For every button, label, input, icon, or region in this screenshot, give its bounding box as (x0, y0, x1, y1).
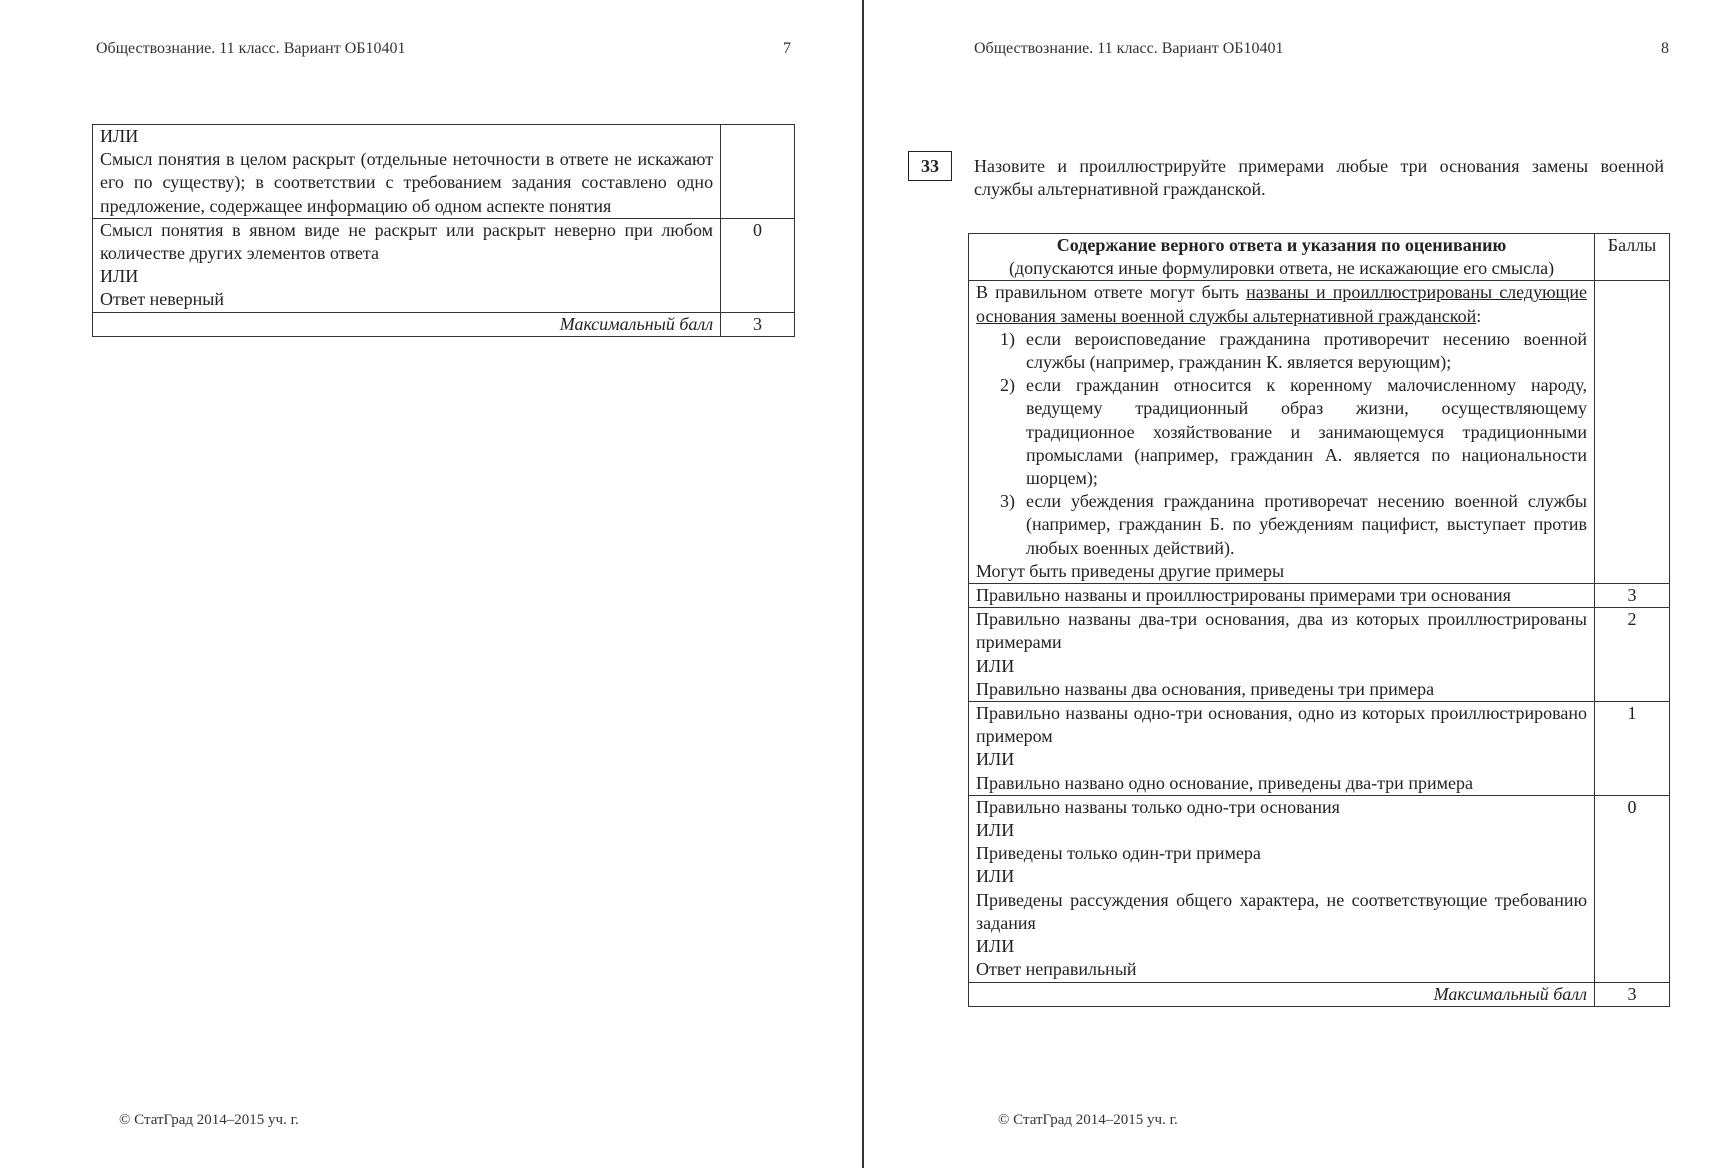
table-row (969, 702, 1670, 796)
table-header-points: Баллы (1595, 234, 1670, 281)
criterion-line: Правильно названы одно-три основания, одно из которых проиллюстрировано примером (976, 703, 1588, 747)
max-score-label: Максимальный балл (969, 982, 1595, 1006)
answer-intro-underlined: названы и проиллюстрированы следующие основания замены военной службы альтернативной гражданской (976, 282, 1588, 326)
criterion-text (969, 702, 1595, 796)
item-number: 3) (1000, 491, 1015, 512)
criterion-line: Ответ неправильный (976, 959, 1137, 980)
criterion-line: Правильно названы только одно-три основания (976, 796, 1340, 817)
criterion-score: 0 (721, 218, 795, 312)
answer-intro (976, 281, 1587, 327)
criterion-line: Правильно названо одно основание, приведены два-три примера (976, 772, 1473, 793)
criterion-line: ИЛИ (976, 749, 1015, 770)
max-score-value: 3 (721, 312, 795, 336)
criterion-line: ИЛИ (100, 126, 139, 146)
criterion-line: ИЛИ (976, 820, 1015, 841)
criterion-line: ИЛИ (100, 266, 139, 287)
criterion-line: Смысл понятия в явном виде не раскрыт или раскрыт неверно при любом количестве других элементов ответа (100, 219, 714, 264)
criterion-text (969, 795, 1595, 982)
left-criteria-table (92, 124, 795, 337)
criterion-line: Правильно названы два основания, приведены три примера (976, 678, 1435, 699)
criterion-line: Ответ неверный (100, 289, 224, 310)
criterion-score: 2 (1595, 608, 1670, 702)
right-page-footer: © СтатГрад 2014–2015 уч. г. (998, 1112, 1178, 1128)
criterion-text (93, 218, 721, 312)
table-header-content (969, 234, 1595, 281)
table-row (969, 982, 1670, 1006)
item-number: 1) (1000, 328, 1015, 349)
criterion-text (969, 608, 1595, 702)
criterion-line: Приведены рассуждения общего характера, не соответствующие требованию задания (976, 889, 1588, 933)
item-text: если вероисповедание гражданина противоречит несению военной службы (например, гражданин К. является верующим); (1026, 328, 1588, 373)
left-page-footer: © СтатГрад 2014–2015 уч. г. (119, 1112, 299, 1128)
item-text: если гражданин относится к коренному малочисленному народу, ведущему традиционный образ жизни, осуществляющему традиционное хозяйствование и занимающемуся традиционными промыслами (например, гражданин А. является по национальности шорцем); (1026, 375, 1588, 489)
answer-items-list (976, 328, 1587, 560)
table-row (969, 281, 1670, 584)
list-item (976, 490, 1587, 560)
answer-outro: Могут быть приведены другие примеры (976, 560, 1285, 581)
task-text: Назовите и проиллюстрируйте примерами любые три основания замены военной службы альтернативной гражданской. (974, 156, 1664, 200)
criterion-score: 1 (1595, 702, 1670, 796)
criterion-line: ИЛИ (976, 866, 1015, 887)
criterion-text (93, 125, 721, 219)
left-page-header: Обществознание. 11 класс. Вариант ОБ10401 (96, 40, 406, 57)
max-score-value: 3 (1595, 982, 1670, 1006)
criterion-score: 3 (1595, 584, 1670, 608)
table-row (969, 795, 1670, 982)
criterion-score: 0 (1595, 795, 1670, 982)
criterion-line: ИЛИ (976, 655, 1015, 676)
table-row (969, 584, 1670, 608)
answer-content (969, 281, 1595, 584)
list-item (976, 374, 1587, 490)
answer-intro-end: : (1476, 305, 1482, 326)
table-header-row (969, 234, 1670, 281)
right-criteria-table (968, 233, 1670, 1007)
task-number-box: 33 (908, 151, 952, 181)
criterion-line: Правильно названы два-три основания, два из которых проиллюстрированы примерами (976, 609, 1588, 653)
criterion-line: Правильно названы и проиллюстрированы примерами три основания (976, 585, 1511, 606)
right-page-number: 8 (1661, 40, 1669, 57)
criterion-line: Приведены только один-три примера (976, 843, 1261, 864)
page-divider (862, 0, 864, 1168)
table-row (93, 218, 795, 312)
list-item (976, 328, 1587, 374)
left-page-number: 7 (783, 40, 791, 57)
criterion-score (721, 125, 795, 219)
table-row (93, 125, 795, 219)
max-score-label: Максимальный балл (93, 312, 721, 336)
right-page-header: Обществознание. 11 класс. Вариант ОБ10401 (974, 40, 1284, 57)
table-row (93, 312, 795, 336)
answer-intro-plain: В правильном ответе могут быть (976, 282, 1247, 303)
table-header-subtitle: (допускаются иные формулировки ответа, не искажающие его смысла) (1008, 258, 1555, 279)
table-header-title: Содержание верного ответа и указания по оцениванию (1056, 235, 1507, 255)
item-text: если убеждения гражданина противоречат несению военной службы (например, гражданин Б. по убеждениям пацифист, выступает против любых военных действий). (1026, 491, 1588, 558)
item-number: 2) (1000, 375, 1015, 396)
table-row (969, 608, 1670, 702)
criterion-text (969, 584, 1595, 608)
criterion-line: Смысл понятия в целом раскрыт (отдельные неточности в ответе не искажают его по существу); в соответствии с требованием задания составлено одно предложение, содержащее информацию об одном аспекте понятия (100, 149, 714, 216)
criterion-line: ИЛИ (976, 936, 1015, 957)
answer-score (1595, 281, 1670, 584)
